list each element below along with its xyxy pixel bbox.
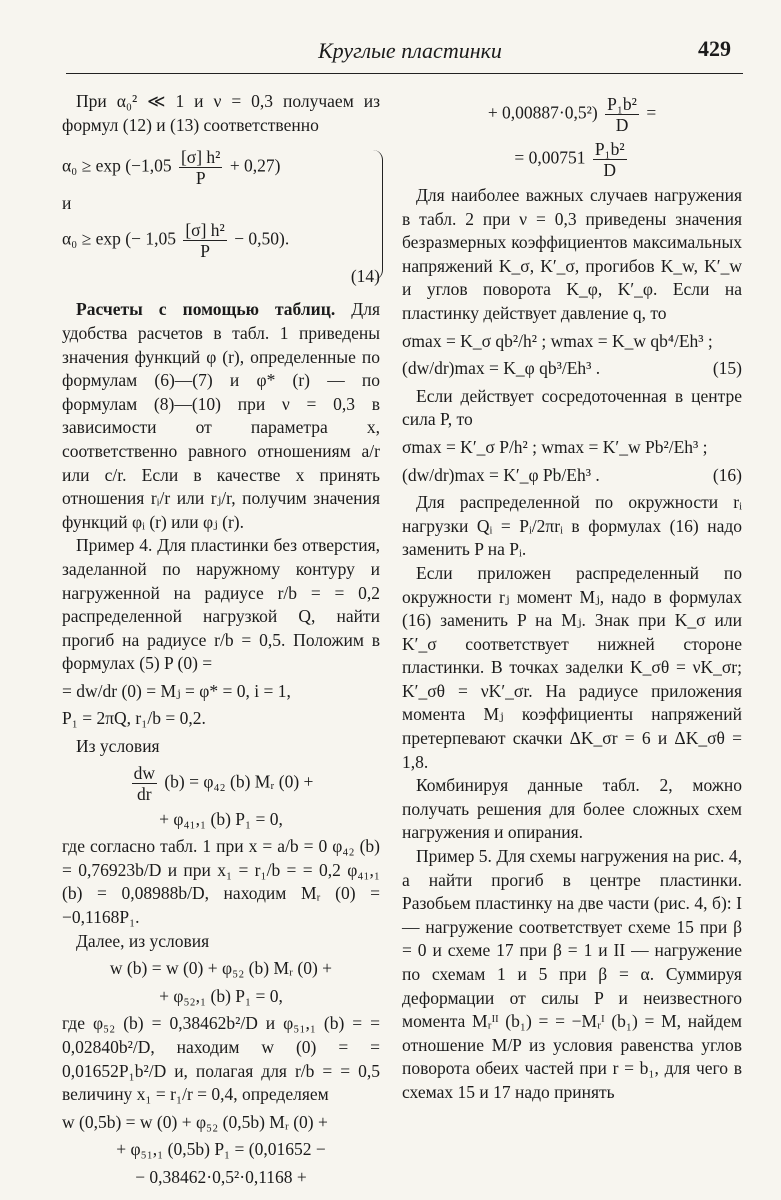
eq-result-num: P₁b² — [594, 139, 625, 159]
page-number: 429 — [698, 36, 731, 61]
running-header-title: Круглые пластинки — [318, 38, 502, 63]
paragraph-example-4: Пример 4. Для пластинки без отверстия, заделанной по наружному контуру и нагруженной на радиусе r/b = = 0,2 распределенной нагрузкой Q, найти прогиб на радиусе r/b = 0,5. Положим в формулах (5) P (0) = — [62, 535, 380, 674]
paragraph-combining: Комбинируя данные табл. 2, можно получать решения для более сложных схем нагружения и опирания. — [402, 775, 742, 843]
eq14b-den: P — [200, 240, 210, 261]
equation-w05b-cont3 — [402, 94, 742, 135]
eq14b-left: α₀ ≥ exp (− 1,05 — [62, 228, 176, 249]
equation-load: P₁ = 2πQ, r₁/b = 0,2. — [62, 708, 206, 729]
equation-number-16: (16) — [712, 464, 742, 485]
paragraph-example-5: Пример 5. Для схемы нагружения на рис. 4, a найти прогиб в центре пластинки. Разобьем пластинку на две части (рис. 4, б): I — нагружение соответствует схеме 15 при β = 0 и схеме 17 при β = 1 и II — нагружение по схемам 1 и 5 при β = α. Суммируя деформации от силы P и неизвестного момента Mᵣᴵᴵ (b₁) = = −Mᵣᴵ (b₁) = M, найдем отношение M/P из условия равенства углов поворота обеих частей при r = b₁, для чего в схемах 15 и 17 надо принять — [402, 846, 742, 1102]
eq-cont3-num: P₁b² — [607, 94, 637, 114]
paragraph-coefficients: Для наиболее важных случаев нагружения в табл. 2 при ν = 0,3 приведены значения безразмерных коэффициентов максимальных напряжений K_σ, K′_σ, прогибов K_w, K′_w и углов поворота K_φ, K′_φ. Если на пластинку действует давление q, то — [402, 185, 742, 323]
eq14a-fraction — [179, 147, 222, 188]
equation-number-15: (15) — [712, 358, 742, 379]
tables-text: Для удобства расчетов в табл. 1 приведены значения функций φ (r), определенные по формулам (6)—(7) и φ* (r) — по формулам (8)—(10) при ν = 0,3 в зависимости от параметра x, соответственно равного отношениям a/r или c/r. Если в качестве x принять отношения rᵢ/r или rⱼ/r, получим значения функций φᵢ (r) или φⱼ (r). — [62, 299, 381, 532]
equation-15b — [402, 357, 742, 381]
equation-15a: σmax = K_σ qb²/h² ; wmax = K_w qb⁴/Eh³ ; — [402, 330, 713, 351]
paragraph-where-1: где согласно табл. 1 при x = a/b = 0 φ₄₂ (b) = 0,76923b/D и при x₁ = r₁/b = = 0,2 φ₄₁,₁ (b) = 0,08988b/D, находим Mᵣ (0) = −0,1168P₁. — [62, 836, 380, 928]
paragraph-from-condition: Из условия — [76, 736, 160, 757]
equation-w05b-cont1: + φ₅₁,₁ (0,5b) P₁ = (0,01652 − — [116, 1139, 326, 1160]
equation-boundary: = dw/dr (0) = Mⱼ = φ* = 0, i = 1, — [62, 680, 291, 701]
slope-num: dw — [133, 762, 155, 783]
paragraph-distributed-load: Для распределенной по окружности rᵢ нагрузки Qᵢ = Pᵢ/2πrᵢ в формулах (16) надо заменить P на Pᵢ. — [402, 492, 742, 560]
eq-result-fraction — [593, 139, 627, 180]
slope-rest: (b) = φ₄₂ (b) Mᵣ (0) + — [164, 771, 314, 792]
equation-deflection-cont: + φ₅₂,₁ (b) P₁ = 0, — [159, 985, 283, 1006]
eq14b-right: − 0,50). — [234, 228, 290, 249]
header-rule — [66, 73, 743, 74]
paragraph-moment: Если приложен распределенный по окружности rⱼ момент Mⱼ, надо в формулах (16) заменить P на Mⱼ. Знак при K_σ или K′_σ соответствует нижней стороне пластинки. В точках заделки K_σθ = νK_σr; K′_σθ = νK′_σr. На радиусе приложения момента Mⱼ коэффициенты напряжений претерпевают скачки ΔK_σr = 6 и ΔK_σθ = 1,8. — [402, 562, 742, 772]
paragraph-tables — [62, 298, 380, 534]
eq-cont3-fraction — [605, 94, 639, 135]
right-column — [402, 90, 742, 1105]
equation-deflection: w (b) = w (0) + φ₅₂ (b) Mᵣ (0) + — [109, 958, 333, 979]
spacer — [62, 288, 380, 298]
eq-cont3-left: + 0,00887·0,5²) — [487, 102, 598, 123]
eq-cont3-right: = — [646, 102, 657, 123]
section-heading: Расчеты с помощью таблиц. — [76, 299, 336, 320]
equation-brace — [372, 150, 383, 280]
paragraph-further: Далее, из условия — [76, 930, 210, 951]
equation-number-14: (14) — [350, 265, 380, 286]
eq-cont3-den: D — [615, 115, 629, 135]
equation-w05b-cont2: − 0,38462·0,5²·0,1168 + — [135, 1166, 307, 1187]
eq15b-text: (dw/dr)max = K_φ qb³/Eh³ . — [402, 358, 601, 379]
eq14a-right: + 0,27) — [229, 155, 281, 176]
eq14a-left: α₀ ≥ exp (−1,05 — [62, 155, 172, 176]
eq-result-den: D — [603, 160, 617, 180]
conjunction-and: и — [62, 193, 72, 214]
eq16b-text: (dw/dr)max = K′_φ Pb/Eh³ . — [402, 464, 600, 485]
equation-result — [402, 139, 742, 180]
slope-fraction — [132, 763, 157, 804]
equation-14b — [62, 220, 380, 261]
eq-result-left: = 0,00751 — [514, 147, 586, 168]
paragraph-where-2: где φ₅₂ (b) = 0,38462b²/D и φ₅₁,₁ (b) = = 0,02840b²/D, находим w (0) = = 0,01652P₁b²/D и, полагая для r/b = = 0,5 величину x₁ = r₁/r = 0,4, определяем — [62, 1013, 380, 1105]
equation-w05b: w (0,5b) = w (0) + φ₅₂ (0,5b) Mᵣ (0) + — [62, 1111, 328, 1132]
equation-16b — [402, 464, 742, 488]
eq14b-num: [σ] h² — [185, 219, 225, 240]
eq14a-num: [σ] h² — [180, 147, 221, 168]
paragraph-intro: При α₀² ≪ 1 и ν = 0,3 получаем из формул (12) и (13) соответственно — [62, 91, 380, 135]
left-column — [62, 90, 380, 1194]
equation-slope — [62, 763, 380, 804]
eq14b-fraction — [183, 220, 226, 261]
equation-16a: σmax = K′_σ P/h² ; wmax = K′_w Pb²/Eh³ ; — [402, 436, 708, 457]
equation-slope-cont: + φ₄₁,₁ (b) P₁ = 0, — [159, 808, 283, 829]
equation-14a — [62, 147, 380, 188]
paragraph-point-force: Если действует сосредоточенная в центре сила P, то — [402, 385, 742, 430]
eq14a-den: P — [195, 168, 206, 189]
slope-den: dr — [136, 783, 152, 804]
